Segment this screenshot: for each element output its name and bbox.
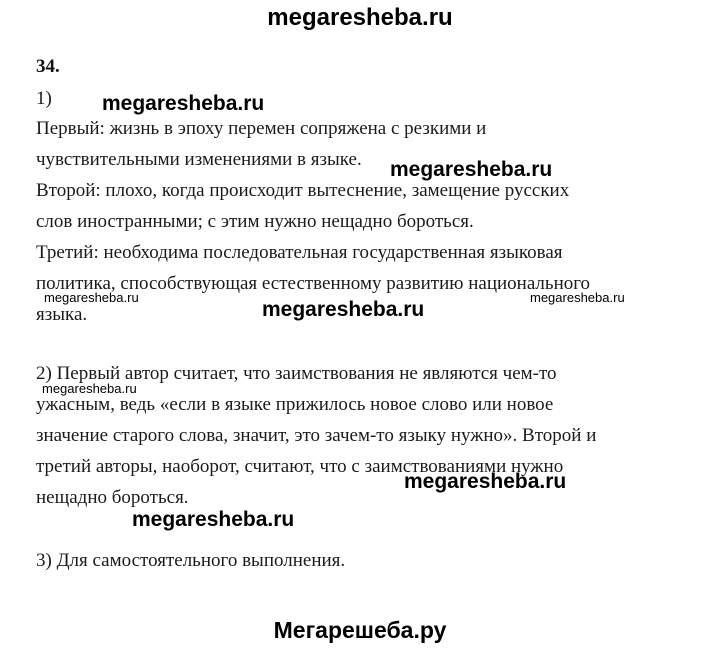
watermark: megaresheba.ru <box>102 92 265 115</box>
answer-1-line: Первый: жизнь в эпоху перемен сопряжена с резкими и <box>36 118 487 139</box>
answer-1-line: Третий: необходима последовательная государственная языковая <box>36 242 563 263</box>
watermark: megaresheba.ru <box>262 298 425 321</box>
answer-1-line: языка. <box>36 304 88 325</box>
watermark: megaresheba.ru <box>132 508 295 531</box>
watermark: megaresheba.ru <box>404 470 567 493</box>
answer-1-line: политика, способствующая естественному развитию национального <box>36 273 591 294</box>
answer-2-line: ужасным, ведь «если в языке прижилось новое слово или новое <box>36 394 554 415</box>
watermark: megaresheba.ru <box>390 158 553 181</box>
watermark: megaresheba.ru <box>42 381 137 396</box>
answer-1-label: 1) <box>36 88 52 109</box>
answer-3: 3) Для самостоятельного выполнения. <box>36 550 346 571</box>
answer-2-line: третий авторы, наоборот, считают, что с заимствованиями нужно <box>36 456 564 477</box>
answer-2-line: 2) Первый автор считает, что заимствования не являются чем-то <box>36 363 557 384</box>
answer-2-line: значение старого слова, значит, это зачем-то языку нужно». Второй и <box>36 425 597 446</box>
task-number: 34. <box>36 56 60 77</box>
answer-1-line: чувствительными изменениями в языке. <box>36 149 362 170</box>
site-footer: Мегарешеба.ру <box>273 617 447 643</box>
site-header: megaresheba.ru <box>267 4 453 31</box>
answer-1-line: Второй: плохо, когда происходит вытеснение, замещение русских <box>36 180 570 201</box>
answer-2-line: нещадно бороться. <box>36 487 189 508</box>
watermark: megaresheba.ru <box>44 290 139 305</box>
watermark: megaresheba.ru <box>530 290 625 305</box>
answer-1-line: слов иностранными; с этим нужно нещадно бороться. <box>36 211 474 232</box>
